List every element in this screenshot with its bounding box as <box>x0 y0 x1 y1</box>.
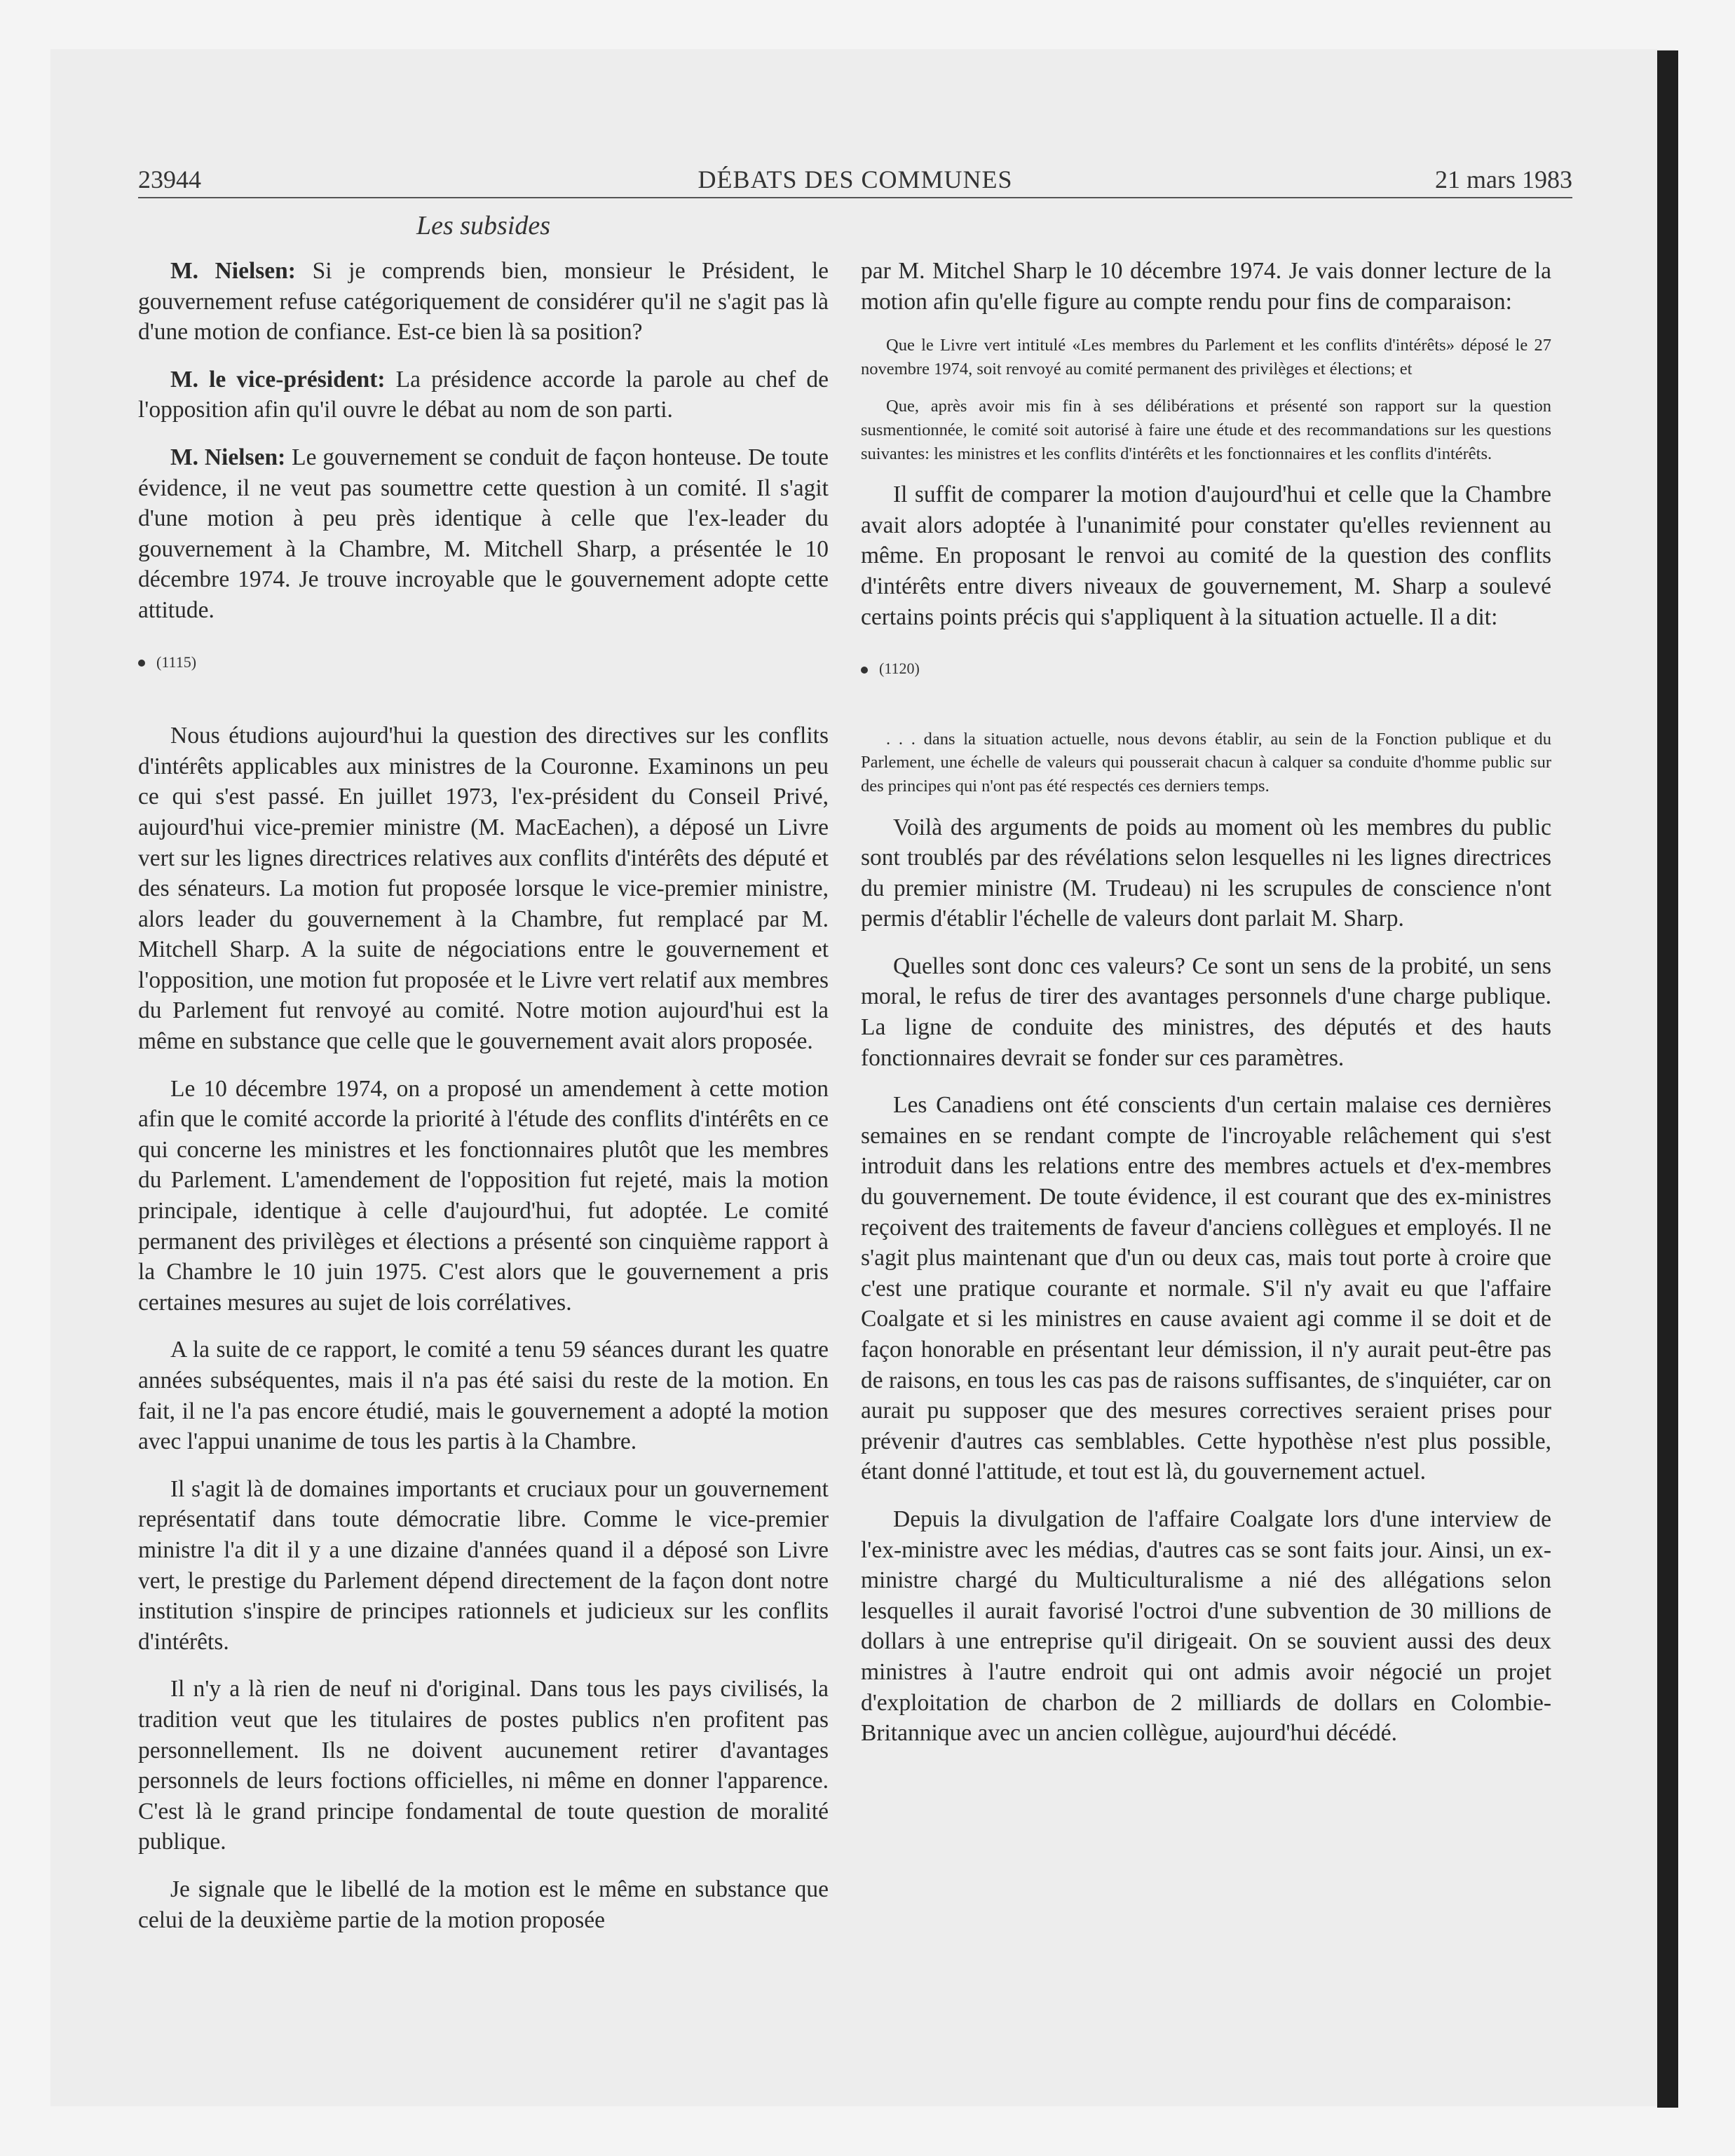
paragraph: Nous étudions aujourd'hui la question des directives sur les conflits d'intérêts applicables aux ministres de la Couronne. Examinons un peu ce qui s'est passé. En juillet 1973, l'ex-président du Conseil Privé, aujourd'hui vice-premier ministre (M. MacEachen), a déposé un Livre vert sur les lignes directrices relatives aux conflits d'intérêts des député et des sénateurs. La motion fut proposée lorsque le vice-premier ministre, alors leader du gouvernement à la Chambre, fut remplacé par M. Mitchell Sharp. A la suite de négociations entre le gouvernement et l'opposition, une motion fut proposée et le Livre vert relatif aux membres du Parlement fut renvoyé au comité. Notre motion aujourd'hui est la même en substance que celle que le gouvernement avait alors proposée. <box>138 723 829 1055</box>
timestamp-text: (1115) <box>156 653 197 671</box>
paragraph <box>138 256 829 348</box>
speaker-name: M. Nielsen: <box>170 444 286 470</box>
quote-paragraph: Que le Livre vert intitulé «Les membres du Parlement et les conflits d'intérêts» déposé le 27 novembre 1974, soit renvoyé au comité permanent des privilèges et élections; et <box>861 336 1551 378</box>
paragraph <box>138 442 829 626</box>
section-title: Les subsides <box>416 211 551 240</box>
paragraph: par M. Mitchel Sharp le 10 décembre 1974. Je vais donner lecture de la motion afin qu'elle figure au compte rendu pour fins de comparaison: <box>861 258 1551 315</box>
timestamp-marker <box>861 653 1551 684</box>
speaker-name: M. le vice-président: <box>170 366 386 393</box>
bullet-icon <box>138 660 145 667</box>
page-header <box>138 165 1572 198</box>
block-quote <box>861 728 1551 798</box>
speech-text: Si je comprends bien, monsieur le Président, le gouvernement refuse catégoriquement de considérer qu'il ne s'agit pas là d'une motion de confiance. Est-ce bien là sa position? <box>138 258 829 346</box>
timestamp-text: (1120) <box>879 660 920 678</box>
paragraph: A la suite de ce rapport, le comité a tenu 59 séances durant les quatre années subséquentes, mais il n'a pas été saisi du reste de la motion. En fait, il ne l'a pas encore étudié, mais le gouvernement a adopté la motion avec l'appui unanime de tous les partis à la Chambre. <box>138 1337 829 1455</box>
paragraph: Je signale que le libellé de la motion est le même en substance que celui de la deuxième partie de la motion proposée <box>138 1876 829 1933</box>
running-title: DÉBATS DES COMMUNES <box>698 165 1013 193</box>
scan-binding-edge <box>1657 50 1678 2108</box>
speech-text: La présidence accorde la parole au chef de l'opposition afin qu'il ouvre le débat au nom de son parti. <box>138 366 829 423</box>
right-column <box>861 256 1551 1766</box>
paragraph: Les Canadiens ont été conscients d'un certain malaise ces dernières semaines en se rendant compte de l'incroyable relâchement qui s'est introduit dans les relations entre des membres actuels et d'ex-membres du gouvernement. De toute évidence, il est courant que des ex-ministres reçoivent des traitements de faveur d'anciens collègues et employés. Il ne s'agit plus maintenant que d'un ou deux cas, mais tout porte à croire que c'est une pratique courante et normale. S'il n'y avait eu que l'affaire Coalgate et si les ministres en cause avaient agi comme il se doit et de façon honorable en présentant leur démission, il n'y aurait peut-être pas de raisons, en tous les cas pas de raisons suffisantes, de s'inquiéter, car on aurait pu supposer que des mesures correctives seraient prises pour prévenir d'autres cas semblables. Cette hypothèse n'est plus possible, étant donné l'attitude, et tout est là, du gouvernement actuel. <box>861 1092 1551 1485</box>
block-quote <box>861 334 1551 465</box>
timestamp-marker <box>138 647 829 678</box>
paragraph: Il n'y a là rien de neuf ni d'original. Dans tous les pays civilisés, la tradition veut que les titulaires de postes publics n'en profitent pas personnellement. Ils ne doivent aucunement retirer d'avantages personnels de leurs foctions officielles, ni même en donner l'apparence. C'est là le grand principe fondamental de toute question de moralité publique. <box>138 1676 829 1855</box>
bullet-icon <box>861 667 868 674</box>
paragraph: Depuis la divulgation de l'affaire Coalgate lors d'une interview de l'ex-ministre avec les médias, d'autres cas se sont faits jour. Ainsi, un ex-ministre chargé du Multiculturalisme a nié des allégations selon lesquelles il aurait favorisé l'octroi d'une subvention de 30 millions de dollars à une entreprise qu'il dirigeait. On se souvient aussi des deux ministres à l'autre endroit qui ont admis avoir négocié un projet d'exploitation de charbon de 2 milliards de dollars en Colombie-Britannique avec un ancien collègue, aujourd'hui décédé. <box>861 1506 1551 1747</box>
quote-paragraph: Que, après avoir mis fin à ses délibérations et présenté son rapport sur la question susmentionnée, le comité soit autorisé à faire une étude et des recommandations sur les questions suivantes: les ministres et les conflits d'intérêts et les fonctionnaires et les conflits d'intérêts. <box>861 397 1551 463</box>
speech-text: Le gouvernement se conduit de façon honteuse. De toute évidence, il ne veut pas soumettre cette question à un comité. Il s'agit d'une motion à peu près identique à celle que l'ex-leader du gouvernement à la Chambre, M. Mitchell Sharp, a présentée le 10 décembre 1974. Je trouve incroyable que le gouvernement adopte cette attitude. <box>138 444 829 623</box>
page-number: 23944 <box>138 165 201 193</box>
paragraph: Voilà des arguments de poids au moment où les membres du public sont troublés par des révélations selon lesquelles ni les lignes directrices du premier ministre (M. Trudeau) ni les scrupules de conscience n'ont permis d'établir l'échelle de valeurs dont parlait M. Sharp. <box>861 814 1551 932</box>
quote-paragraph: . . . dans la situation actuelle, nous devons établir, au sein de la Fonction publique et du Parlement, une échelle de valeurs qui pousserait chacun à calquer sa conduite d'homme public sur des principes qui n'ont pas été respectés ces derniers temps. <box>861 729 1551 796</box>
paragraph: Il s'agit là de domaines importants et cruciaux pour un gouvernement représentatif dans toute démocratie libre. Comme le vice-premier ministre l'a dit il y a une dizaine d'années quand il a déposé son Livre vert, le prestige du Parlement dépend directement de la façon dont notre institution s'inspire de principes rationnels et judicieux sur les conflits d'intérêts. <box>138 1475 829 1655</box>
paragraph: Quelles sont donc ces valeurs? Ce sont un sens de la probité, un sens moral, le refus de tirer des avantages personnels d'une charge publique. La ligne de conduite des ministres, des députés et des hauts fonctionnaires devrait se fonder sur ces paramètres. <box>861 953 1551 1071</box>
paragraph <box>138 364 829 425</box>
paragraph: Il suffit de comparer la motion d'aujourd'hui et celle que la Chambre avait alors adoptée à l'unanimité pour constater qu'elles reviennent au même. En proposant le renvoi au comité de la question des conflits d'intérêts entre divers niveaux de gouvernement, M. Sharp a soulevé certains points précis qui s'appliquent à la situation actuelle. Il a dit: <box>861 482 1551 630</box>
left-column <box>138 256 829 1952</box>
header-date: 21 mars 1983 <box>1435 165 1572 193</box>
speaker-name: M. Nielsen: <box>170 258 296 284</box>
paragraph: Le 10 décembre 1974, on a proposé un amendement à cette motion afin que le comité accorde la priorité à l'étude des conflits d'intérêts en ce qui concerne les ministres et les fonctionnaires plutôt que les membres du Parlement. L'amendement de l'opposition fut rejeté, mais la motion principale, identique à celle d'aujourd'hui, fut adoptée. Le comité permanent des privilèges et élections a présenté son cinquième rapport à la Chambre le 10 juin 1975. C'est alors que le gouvernement a pris certaines mesures au sujet de lois corrélatives. <box>138 1075 829 1316</box>
